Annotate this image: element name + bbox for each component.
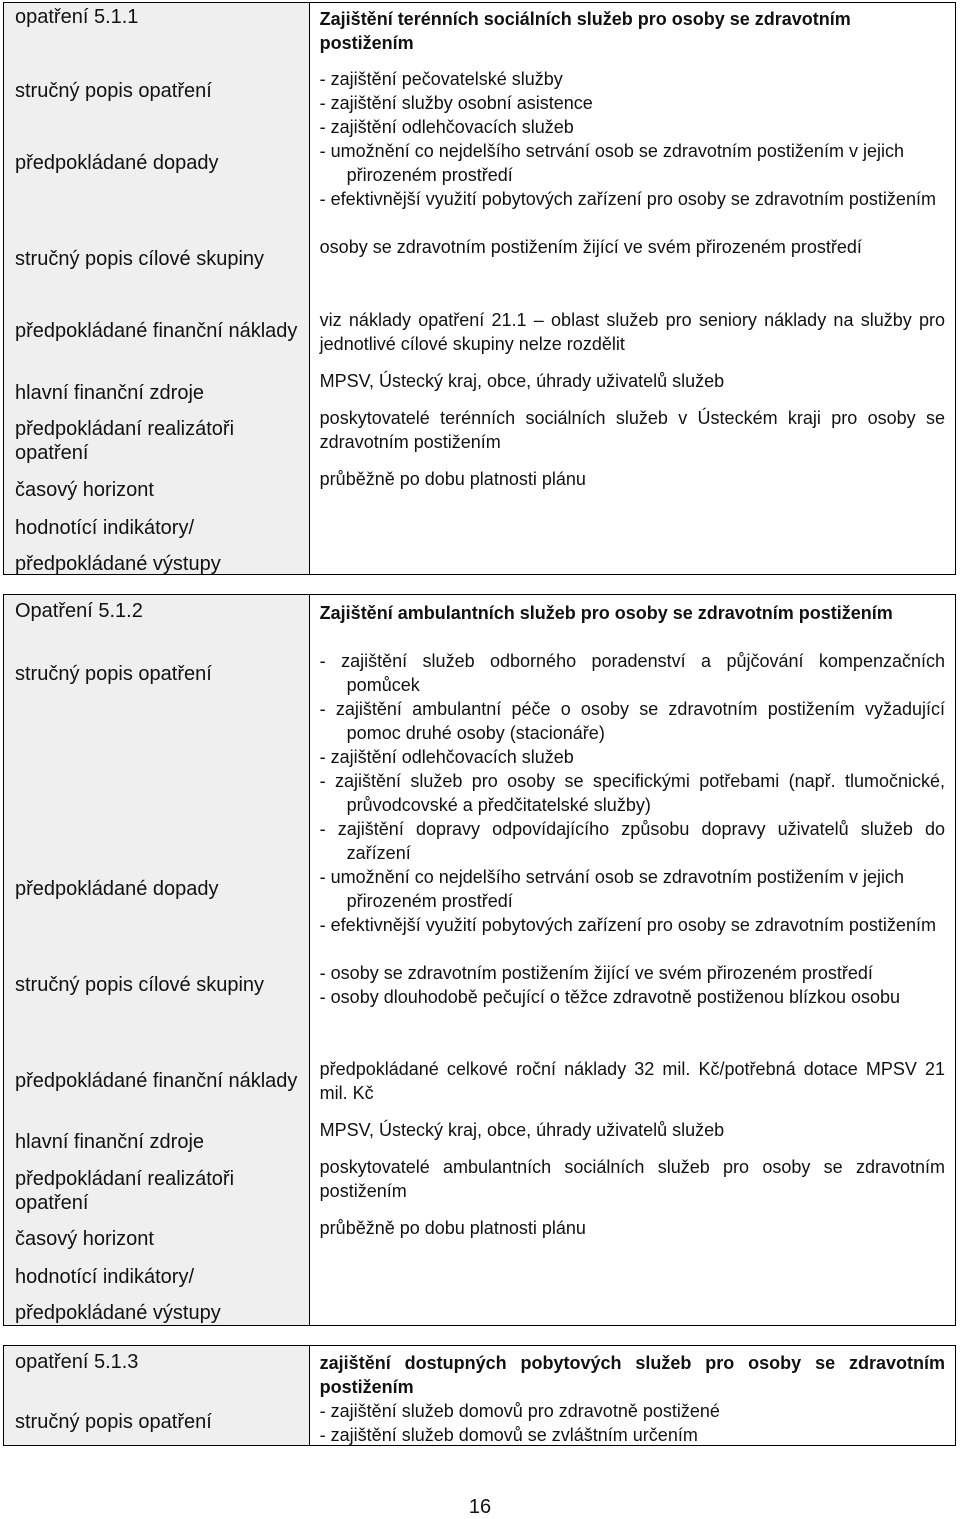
label-implementers: předpokládaní realizátoři opatření [15,418,235,464]
value-column [309,595,955,1326]
impact-list [320,865,945,937]
sources-text: MPSV, Ústecký kraj, obce, úhrady uživatelů služeb [319,1120,725,1140]
value-column [309,1346,955,1446]
list-item: - zajištění dopravy odpovídajícího způsobu dopravy uživatelů služeb do zařízení [319,819,945,863]
sources-text: MPSV, Ústecký kraj, obce, úhrady uživatelů služeb [319,371,725,391]
implementers-text: poskytovatelé ambulantních sociálních služeb pro osoby se zdravotním postižením [319,1157,945,1201]
list-item: - zajištění služby osobní asistence [319,93,593,113]
label-desc: stručný popis opatření [15,1411,212,1433]
horizon-text: průběžně po dobu platnosti plánu [319,469,586,489]
label-horizon: časový horizont [15,1228,154,1250]
label-impacts: předpokládané dopady [15,878,219,900]
horizon-text: průběžně po dobu platnosti plánu [319,1218,586,1238]
list-item: - zajištění služeb odborného poradenství a půjčování kompenzačních pomůcek [319,651,945,695]
list-item: - efektivnější využití pobytových zařízení pro osoby se zdravotním postižením [319,189,936,209]
measure-table-5-1-3 [3,1345,956,1446]
desc-list [320,649,945,865]
label-column [4,595,310,1326]
list-item: - zajištění služeb domovů se zvláštním určením [319,1425,698,1445]
label-column [4,1346,310,1446]
measure-table-5-1-1 [3,2,956,575]
desc-list [320,67,945,139]
label-costs: předpokládané finanční náklady [15,320,298,342]
list-item: - osoby se zdravotním postižením žijící ve svém přirozeném prostředí [319,963,873,983]
target-list [320,961,945,1009]
label-implementers: předpokládaní realizátoři opatření [15,1168,235,1214]
costs-text: viz náklady opatření 21.1 – oblast služeb pro seniory náklady na služby pro jednotlivé cílové skupiny nelze rozdělit [319,310,945,354]
list-item: - zajištění služeb domovů pro zdravotně postižené [319,1401,720,1421]
list-item: - zajištění pečovatelské služby [319,69,563,89]
label-indicators: hodnotící indikátory/ [15,1266,194,1288]
measure-title: zajištění dostupných pobytových služeb pro osoby se zdravotním postižením [319,1353,945,1397]
measure-table-5-1-2 [3,594,956,1326]
label-desc: stručný popis opatření [15,80,212,102]
label-desc: stručný popis opatření [15,663,212,685]
list-item: - zajištění ambulantní péče o osoby se zdravotním postižením vyžadující pomoc druhé osoby (stacionáře) [319,699,945,743]
label-outputs: předpokládané výstupy [15,1302,221,1324]
list-item: - umožnění co nejdelšího setrvání osob se zdravotním postižením v jejich přirozeném prostředí [319,141,904,185]
impact-list [320,139,945,211]
target-text: osoby se zdravotním postižením žijící ve svém přirozeném prostředí [319,237,862,257]
list-item: - zajištění odlehčovacích služeb [319,747,574,767]
list-item: - osoby dlouhodobě pečující o těžce zdravotně postiženou blízkou osobu [319,987,901,1007]
page-number: 16 [468,1496,492,1518]
measure-title: Zajištění ambulantních služeb pro osoby se zdravotním postižením [319,603,893,623]
label-impacts: předpokládané dopady [15,152,219,174]
desc-list [320,1399,945,1447]
list-item: - umožnění co nejdelšího setrvání osob se zdravotním postižením v jejich přirozeném prostředí [319,867,904,911]
label-indicators: hodnotící indikátory/ [15,517,194,539]
list-item: - zajištění odlehčovacích služeb [319,117,574,137]
list-item: - efektivnější využití pobytových zařízení pro osoby se zdravotním postižením [319,915,936,935]
costs-text: předpokládané celkové roční náklady 32 mil. Kč/potřebná dotace MPSV 21 mil. Kč [319,1059,945,1103]
label-column [4,3,310,575]
measure-id: Opatření 5.1.2 [15,600,143,622]
label-target: stručný popis cílové skupiny [15,248,265,270]
label-costs: předpokládané finanční náklady [15,1070,298,1092]
label-sources: hlavní finanční zdroje [15,1131,205,1153]
measure-title: Zajištění terénních sociálních služeb pro osoby se zdravotním postižením [319,9,851,53]
label-horizon: časový horizont [15,479,154,501]
label-sources: hlavní finanční zdroje [15,382,205,404]
list-item: - zajištění služeb pro osoby se specifickými potřebami (např. tlumočnické, průvodcovské a předčitatelské služby) [319,771,945,815]
value-column [309,3,955,575]
implementers-text: poskytovatelé terénních sociálních služeb v Ústeckém kraji pro osoby se zdravotním postižením [319,408,945,452]
measure-id: opatření 5.1.3 [15,1351,139,1373]
label-outputs: předpokládané výstupy [15,553,221,575]
label-target: stručný popis cílové skupiny [15,974,265,996]
measure-id: opatření 5.1.1 [15,6,139,28]
